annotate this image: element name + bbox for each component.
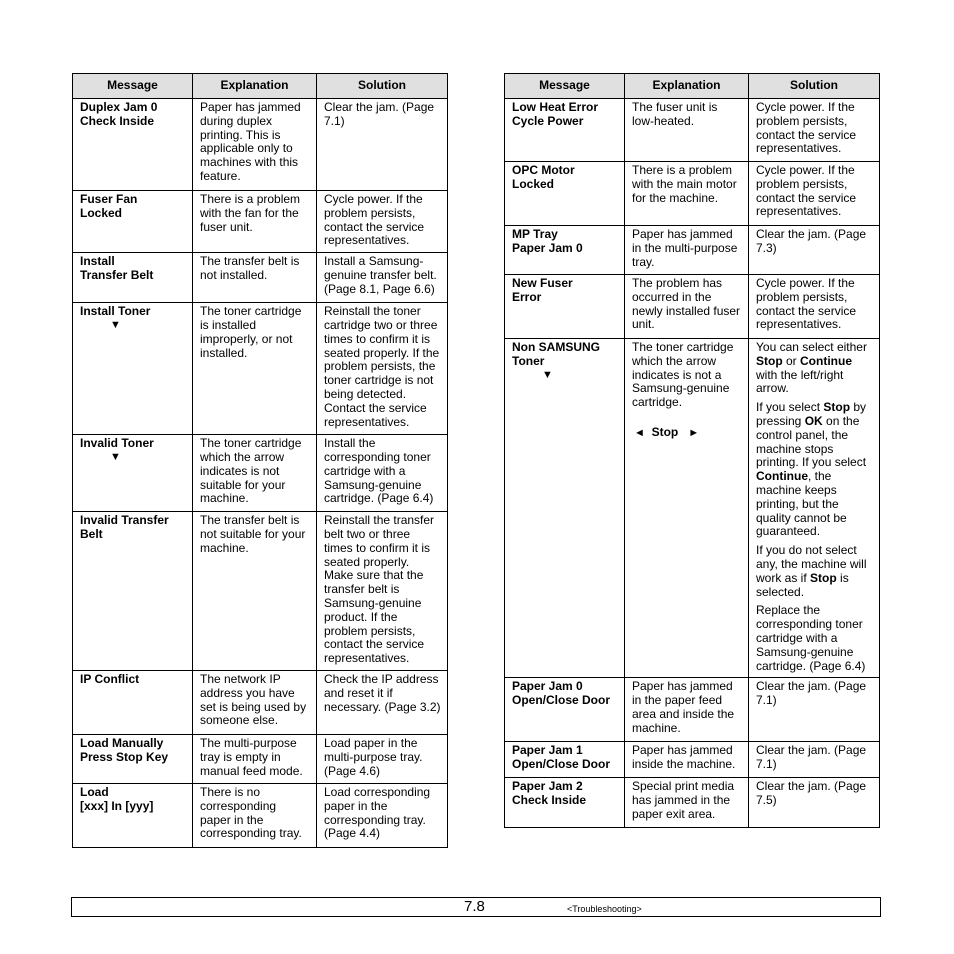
right-arrow-icon: ► (688, 426, 700, 439)
solution-paragraph: If you select Stop by pressing OK on the control panel, the machine stops printing. If you select Continue, the machine keeps printing, but the quality cannot be guaranteed. (756, 400, 867, 539)
message-cell: Install Toner ▼ (73, 303, 193, 435)
explanation-cell: There is a problem with the fan for the fuser unit. (193, 191, 317, 253)
solution-paragraph: You can select either Stop or Continue with the left/right arrow. (756, 340, 867, 396)
table-row (505, 226, 880, 275)
message-cell: Duplex Jam 0 Check Inside (73, 99, 193, 191)
table-row (73, 253, 448, 303)
message-cell: Paper Jam 0 Open/Close Door (505, 678, 625, 742)
down-arrow-icon: ▼ (542, 368, 553, 381)
solution-cell: Clear the jam. (Page 7.1) (317, 99, 448, 191)
explanation-cell: Paper has jammed during duplex printing. This is applicable only to machines with this feature. (193, 99, 317, 191)
explanation-cell: The transfer belt is not installed. (193, 253, 317, 303)
table-header-row (73, 74, 448, 99)
message-cell: Load [xxx] In [yyy] (73, 783, 193, 847)
header-explanation: Explanation (193, 74, 317, 99)
selector-label: Stop (651, 424, 679, 439)
solution-cell: Cycle power. If the problem persists, contact the service representatives. (749, 99, 880, 162)
solution-cell: Clear the jam. (Page 7.3) (749, 226, 880, 275)
section-name: <Troubleshooting> (567, 904, 642, 914)
explanation-cell: Paper has jammed inside the machine. (625, 742, 749, 778)
table-row (73, 99, 448, 191)
solution-cell: Reinstall the transfer belt two or three times to confirm it is seated properly. Make sure that the transfer belt is Samsung-genuine product. If the problem persists, contact the service representatives. (317, 512, 448, 671)
solution-cell: Load paper in the multi-purpose tray. (Page 4.6) (317, 734, 448, 783)
table-row (73, 191, 448, 253)
message-cell: Non SAMSUNG Toner ▼ (505, 339, 625, 678)
table-row (73, 435, 448, 512)
table-row (505, 778, 880, 828)
message-cell: OPC Motor Locked (505, 162, 625, 226)
solution-cell: Load corresponding paper in the corresponding tray. (Page 4.4) (317, 783, 448, 847)
explanation-cell: The fuser unit is low-heated. (625, 99, 749, 162)
table-row (73, 512, 448, 671)
solution-cell: Cycle power. If the problem persists, contact the service representatives. (317, 191, 448, 253)
message-cell: IP Conflict (73, 670, 193, 734)
table-row (505, 162, 880, 226)
solution-cell: Install a Samsung-genuine transfer belt. (Page 8.1, Page 6.6) (317, 253, 448, 303)
explanation-cell: The problem has occurred in the newly installed fuser unit. (625, 275, 749, 339)
down-arrow-icon: ▼ (110, 318, 121, 331)
header-explanation: Explanation (625, 74, 749, 99)
table-row (73, 734, 448, 783)
page-footer (71, 897, 881, 917)
message-cell: New Fuser Error (505, 275, 625, 339)
solution-cell: Check the IP address and reset it if necessary. (Page 3.2) (317, 670, 448, 734)
stop-selector (632, 426, 742, 441)
table-row (505, 678, 880, 742)
explanation-cell: The multi-purpose tray is empty in manual feed mode. (193, 734, 317, 783)
message-cell: Invalid Toner ▼ (73, 435, 193, 512)
table-row (505, 742, 880, 778)
explanation-cell: The network IP address you have set is being used by someone else. (193, 670, 317, 734)
table-row (73, 303, 448, 435)
message-cell: Invalid Transfer Belt (73, 512, 193, 671)
message-cell: Paper Jam 1 Open/Close Door (505, 742, 625, 778)
error-message-table-left (72, 73, 448, 848)
explanation-cell: There is a problem with the main motor for the machine. (625, 162, 749, 226)
solution-paragraph: Replace the corresponding toner cartridge with a Samsung-genuine cartridge. (Page 6.4) (756, 603, 866, 673)
message-cell: Fuser Fan Locked (73, 191, 193, 253)
table-row (505, 339, 880, 678)
header-solution: Solution (317, 74, 448, 99)
solution-cell: Reinstall the toner cartridge two or three times to confirm it is seated properly. If the problem persists, the toner cartridge is not being detected. Contact the service representatives. (317, 303, 448, 435)
message-cell: Install Transfer Belt (73, 253, 193, 303)
down-arrow-icon: ▼ (110, 450, 121, 463)
message-cell: MP Tray Paper Jam 0 (505, 226, 625, 275)
message-cell: Low Heat Error Cycle Power (505, 99, 625, 162)
solution-cell: Cycle power. If the problem persists, contact the service representatives. (749, 275, 880, 339)
explanation-cell: Special print media has jammed in the paper exit area. (625, 778, 749, 828)
header-message: Message (73, 74, 193, 99)
solution-cell: Install the corresponding toner cartridge with a Samsung-genuine cartridge. (Page 6.4) (317, 435, 448, 512)
error-message-table-right (504, 73, 880, 828)
explanation-cell (625, 339, 749, 678)
solution-cell: Clear the jam. (Page 7.1) (749, 678, 880, 742)
explanation-cell: Paper has jammed in the multi-purpose tray. (625, 226, 749, 275)
page-number: 7.8 (464, 898, 485, 915)
table-header-row (505, 74, 880, 99)
solution-cell: Clear the jam. (Page 7.5) (749, 778, 880, 828)
table-row (73, 670, 448, 734)
explanation-cell: Paper has jammed in the paper feed area and inside the machine. (625, 678, 749, 742)
explanation-cell: There is no corresponding paper in the corresponding tray. (193, 783, 317, 847)
header-solution: Solution (749, 74, 880, 99)
explanation-cell: The toner cartridge is installed improperly, or not installed. (193, 303, 317, 435)
left-arrow-icon: ◄ (634, 426, 645, 439)
table-row (505, 275, 880, 339)
table-row (73, 783, 448, 847)
solution-cell (749, 339, 880, 678)
solution-cell: Cycle power. If the problem persists, contact the service representatives. (749, 162, 880, 226)
explanation-cell: The transfer belt is not suitable for your machine. (193, 512, 317, 671)
header-message: Message (505, 74, 625, 99)
explanation-cell: The toner cartridge which the arrow indicates is not suitable for your machine. (193, 435, 317, 512)
solution-paragraph: If you do not select any, the machine will work as if Stop is selected. (756, 543, 867, 599)
solution-cell: Clear the jam. (Page 7.1) (749, 742, 880, 778)
message-cell: Load Manually Press Stop Key (73, 734, 193, 783)
explanation-text: The toner cartridge which the arrow indicates is not a Samsung-genuine cartridge. (632, 340, 734, 410)
message-cell: Paper Jam 2 Check Inside (505, 778, 625, 828)
table-row (505, 99, 880, 162)
